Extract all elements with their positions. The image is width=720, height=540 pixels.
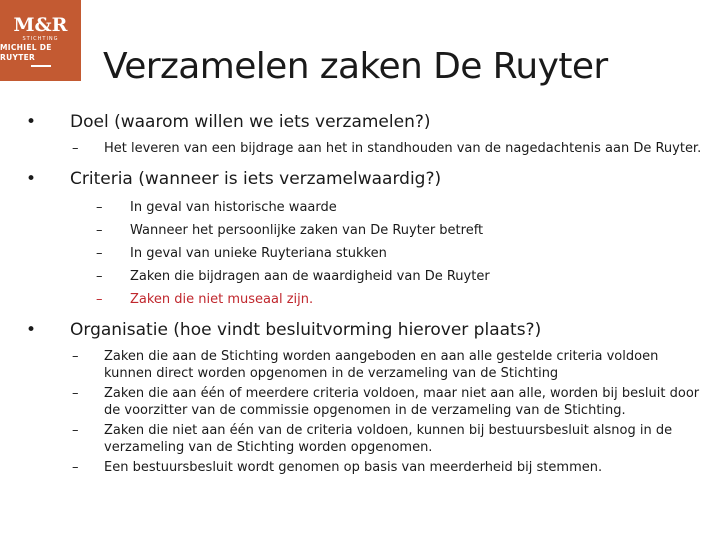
dash-icon: – <box>96 292 103 307</box>
list-item-text: Zaken die aan één of meerdere criteria voldoen, maar niet aan alle, worden bij besluit door de voorzitter van de commissie opgenomen in de verzameling van de Stichting. <box>104 386 700 418</box>
list-item <box>26 222 706 239</box>
list-item <box>26 459 706 476</box>
logo <box>0 0 81 81</box>
logo-rule <box>31 65 51 67</box>
list-item-text: Zaken die bijdragen aan de waardigheid van De Ruyter <box>130 269 490 284</box>
list-item-text: In geval van historische waarde <box>130 200 337 215</box>
list-item-text: Zaken die aan de Stichting worden aangeboden en aan alle gestelde criteria voldoen kunnen direct worden opgenomen in de verzameling van de Stichting <box>104 349 659 381</box>
bullet-icon: • <box>26 112 37 132</box>
dash-icon: – <box>96 269 103 284</box>
dash-icon: – <box>72 423 79 438</box>
dash-icon: – <box>96 246 103 261</box>
section-heading-criteria <box>26 167 706 191</box>
list-item <box>26 422 706 456</box>
section-heading-text: Criteria (wanneer is iets verzamelwaardig?) <box>70 169 442 189</box>
list-item <box>26 348 706 382</box>
dash-icon: – <box>96 200 103 215</box>
slide-content <box>26 110 706 476</box>
list-item <box>26 140 706 157</box>
list-item-text: Zaken die niet aan één van de criteria voldoen, kunnen bij bestuursbesluit alsnog in de verzameling van de Stichting worden opgenomen. <box>104 423 673 455</box>
list-item-text: Wanneer het persoonlijke zaken van De Ruyter betreft <box>130 223 484 238</box>
list-item <box>26 385 706 419</box>
logo-small-text: STICHTING <box>22 35 59 42</box>
section-heading-text: Doel (waarom willen we iets verzamelen?) <box>70 112 431 132</box>
dash-icon: – <box>72 460 79 475</box>
dash-icon: – <box>72 386 79 401</box>
dash-icon: – <box>72 141 79 156</box>
slide-title: Verzamelen zaken De Ruyter <box>103 46 608 87</box>
dash-icon: – <box>72 349 79 364</box>
list-item <box>26 245 706 262</box>
section-heading-text: Organisatie (hoe vindt besluitvorming hierover plaats?) <box>70 320 542 340</box>
logo-mark: M&R <box>13 13 68 36</box>
list-item-text: Zaken die niet museaal zijn. <box>130 292 314 307</box>
list-item-text: In geval van unieke Ruyteriana stukken <box>130 246 387 261</box>
section-heading-doel <box>26 110 706 134</box>
section-heading-organisatie <box>26 318 706 342</box>
list-item-text: Een bestuursbesluit wordt genomen op basis van meerderheid bij stemmen. <box>104 460 603 475</box>
list-item <box>26 268 706 285</box>
list-item <box>26 199 706 216</box>
dash-icon: – <box>96 223 103 238</box>
list-item-highlighted <box>26 291 706 308</box>
list-item-text: Het leveren van een bijdrage aan het in standhouden van de nagedachtenis aan De Ruyter. <box>104 141 702 156</box>
bullet-icon: • <box>26 320 37 340</box>
logo-name: MICHIEL DE RUYTER <box>0 42 52 62</box>
bullet-icon: • <box>26 169 37 189</box>
